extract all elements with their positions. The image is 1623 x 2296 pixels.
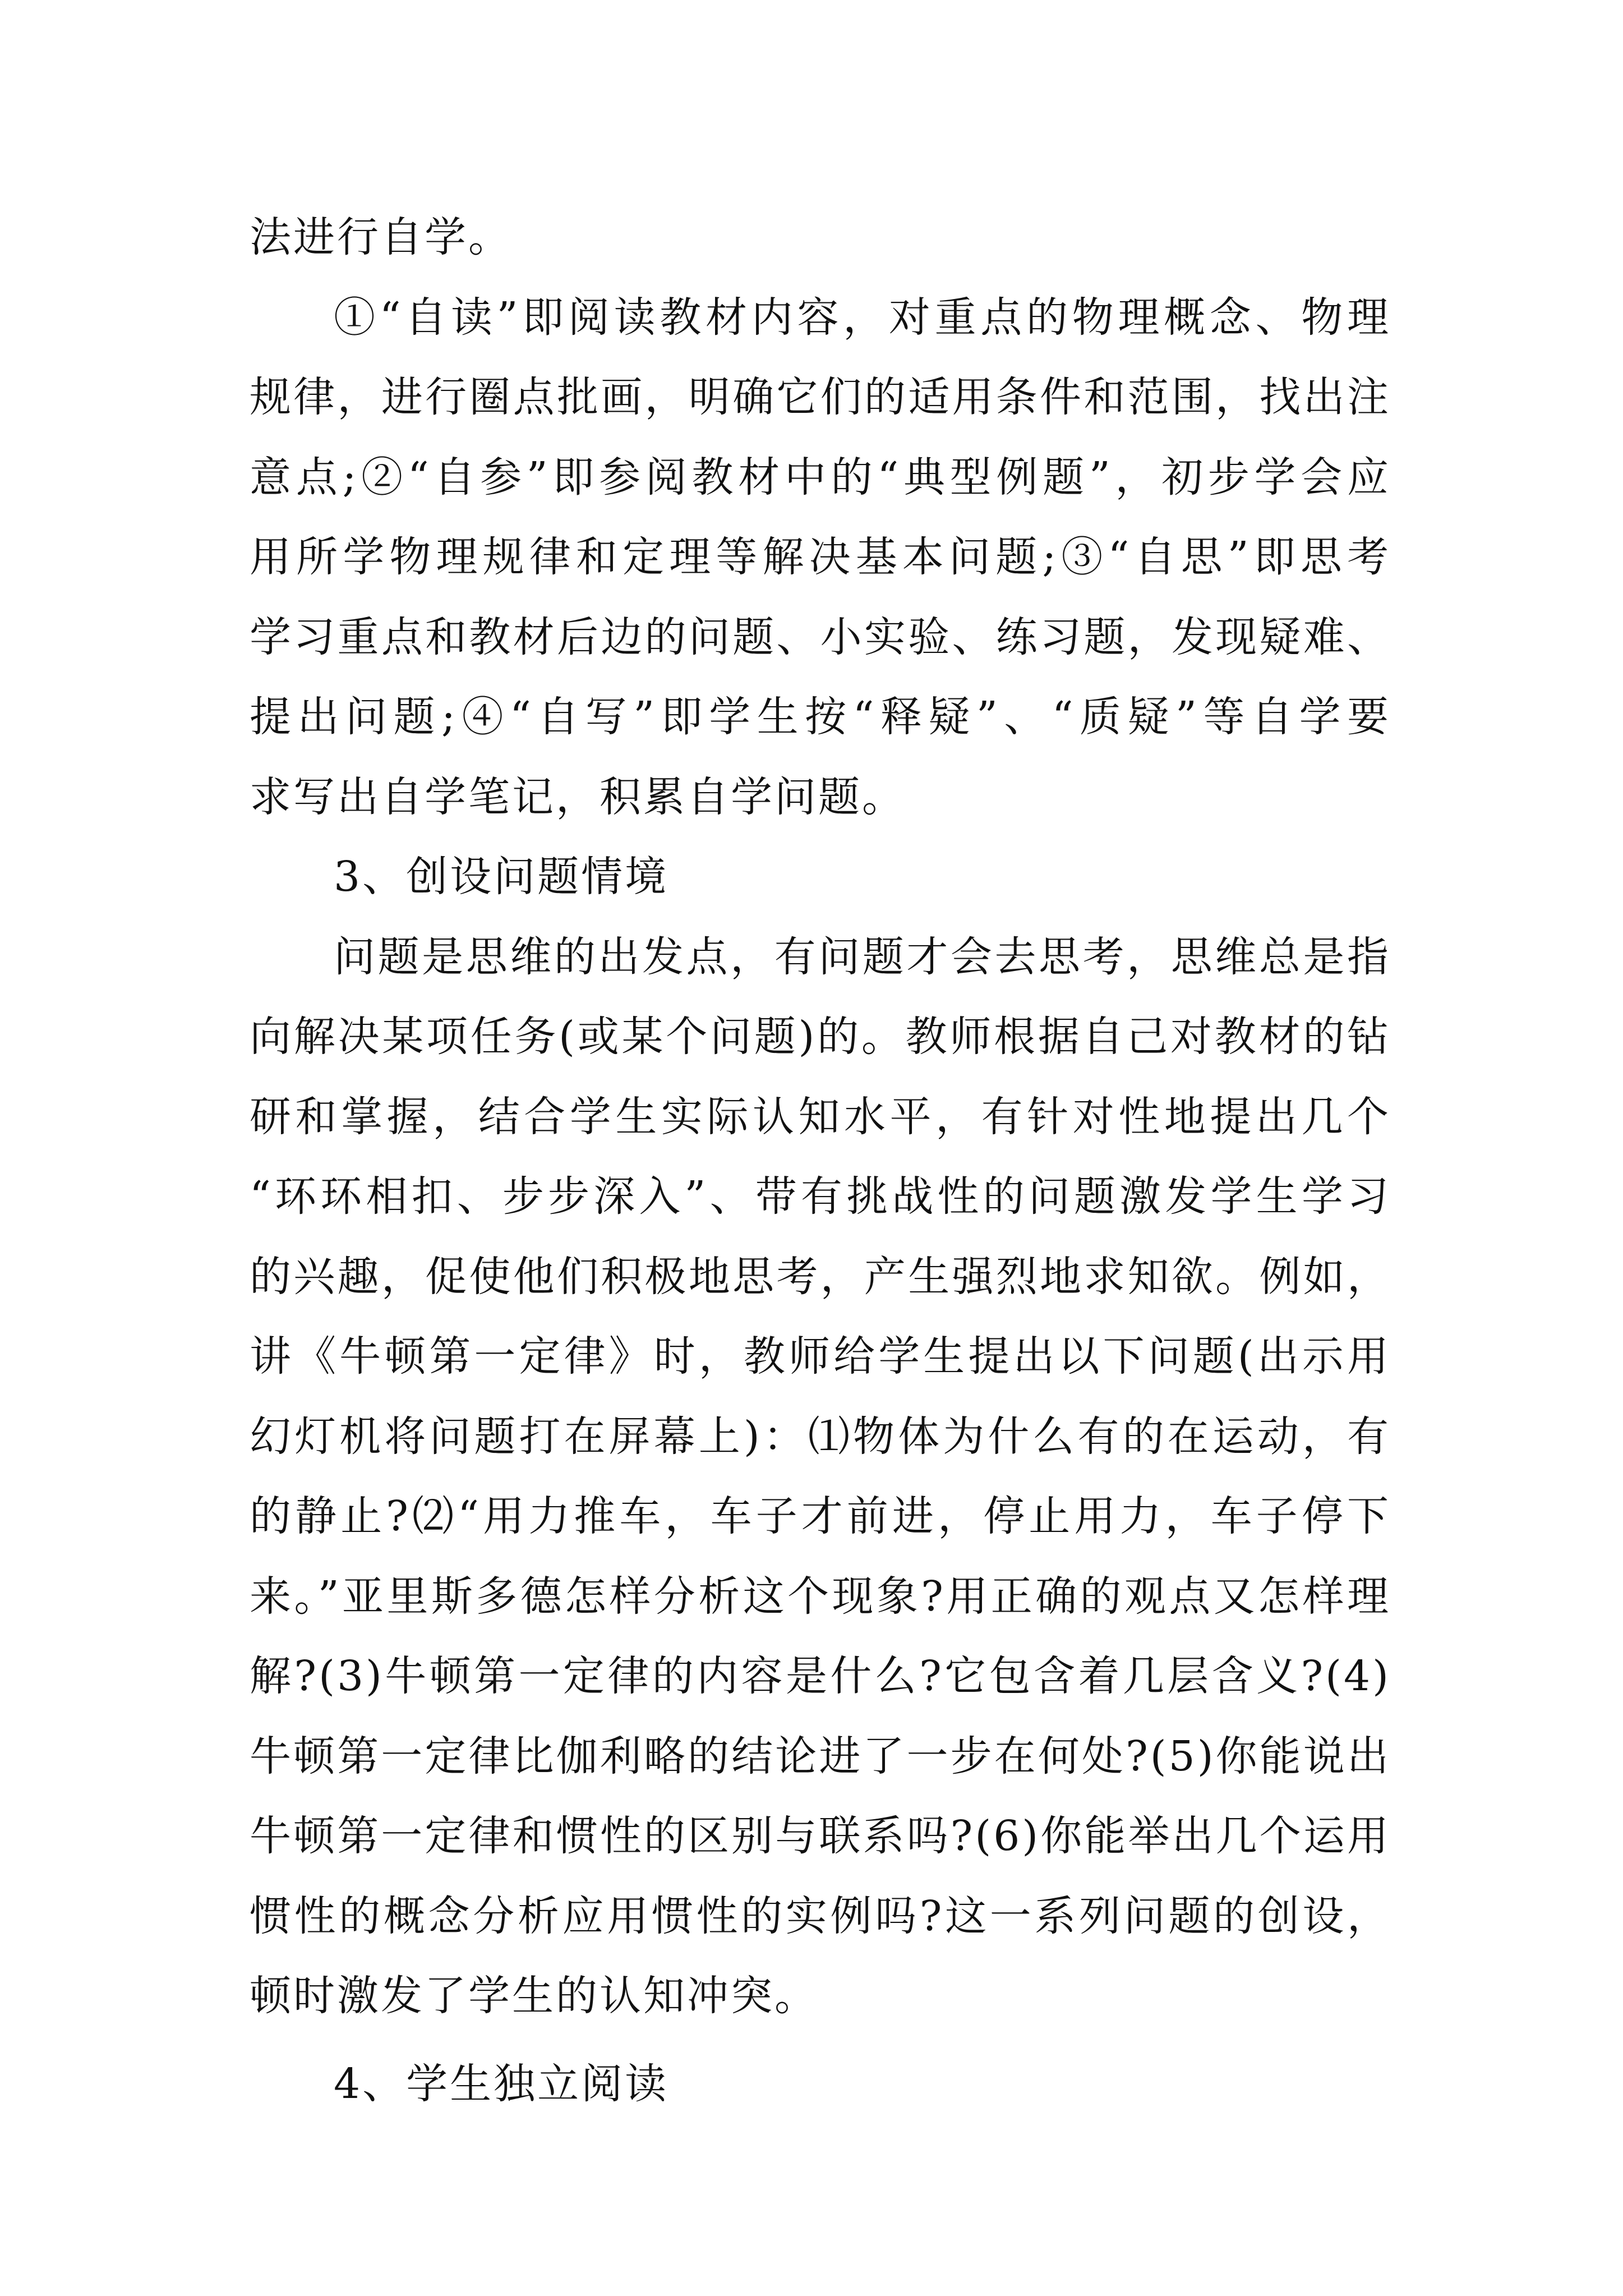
text-line: 的兴趣，促使他们积极地思考，产生强烈地求知欲。例如， (250, 1252, 1391, 1301)
text-line: 3、创设问题情境 (334, 853, 669, 901)
text-line: 问题是思维的出发点，有问题才会去思考，思维总是指 (334, 932, 1391, 981)
text-line: 用所学物理规律和定理等解决基本问题;③“自思”即思考 (250, 533, 1391, 581)
text-line: 学习重点和教材后边的问题、小实验、练习题，发现疑难、 (250, 613, 1391, 661)
text-line: 来。”亚里斯多德怎样分析这个现象?用正确的观点又怎样理 (250, 1572, 1391, 1621)
text-line: 惯性的概念分析应用惯性的实例吗?这一系列问题的创设， (250, 1892, 1391, 1940)
text-line: ①“自读”即阅读教材内容，对重点的物理概念、物理 (334, 293, 1391, 342)
text-line: 的静止?⑵“用力推车，车子才前进，停止用力，车子停下 (250, 1492, 1391, 1540)
text-line: 牛顿第一定律比伽利略的结论进了一步在何处?(5)你能说出 (250, 1732, 1391, 1780)
text-line: 讲《牛顿第一定律》时，教师给学生提出以下问题(出示用 (250, 1332, 1391, 1381)
text-line: 研和掌握，结合学生实际认知水平，有针对性地提出几个 (250, 1092, 1391, 1141)
text-line: “环环相扣、步步深入”、带有挑战性的问题激发学生学习 (250, 1172, 1391, 1221)
text-line: 4、学生独立阅读 (334, 2059, 669, 2108)
text-line: 牛顿第一定律和惯性的区别与联系吗?(6)你能举出几个运用 (250, 1812, 1391, 1860)
text-line: 规律，进行圈点批画，明确它们的适用条件和范围，找出注 (250, 373, 1391, 421)
text-line: 解?(3)牛顿第一定律的内容是什么?它包含着几层含义?(4) (250, 1652, 1391, 1700)
text-line: 意点;②“自参”即参阅教材中的“典型例题”，初步学会应 (250, 453, 1391, 501)
text-line: 顿时激发了学生的认知冲突。 (250, 1972, 818, 2020)
text-line: 向解决某项任务(或某个问题)的。教师根据自己对教材的钻 (250, 1013, 1391, 1061)
text-line: 幻灯机将问题打在屏幕上)：⑴物体为什么有的在运动，有 (250, 1412, 1391, 1461)
text-line: 法进行自学。 (250, 213, 512, 261)
text-line: 提出问题;④“自写”即学生按“释疑”、“质疑”等自学要 (250, 693, 1391, 741)
text-line: 求写出自学笔记，积累自学问题。 (250, 772, 906, 821)
body-text (250, 197, 1391, 2124)
